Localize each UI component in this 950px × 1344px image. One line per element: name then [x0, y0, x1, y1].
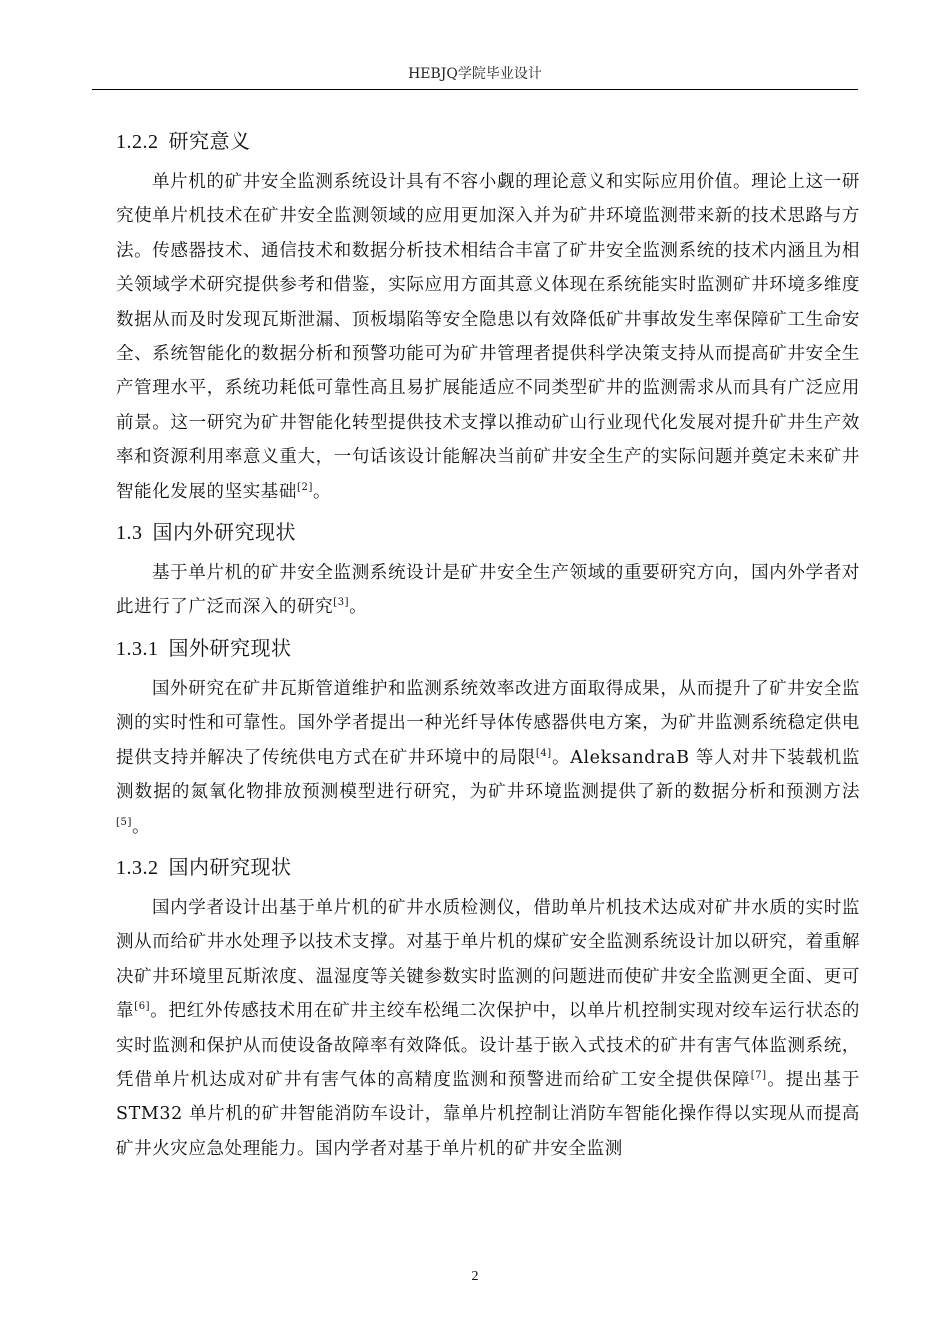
page-number: 2	[471, 1269, 479, 1284]
citation-ref: [5]	[116, 816, 132, 828]
paragraph-text: 单片机的矿井安全监测系统设计具有不容小觑的理论意义和实际应用价值。理论上这一研究使单片机技术在矿井安全监测领域的应用更加深入并为矿井环境监测带来新的技术思路与方法。传感器技术、通信技术和数据分析技术相结合丰富了矿井安全监测系统的技术内涵且为相关领域学术研究提供参考和借鉴，实际应用方面其意义体现在系统能实时监测矿井环境多维度数据从而及时发现瓦斯泄漏、顶板塌陷等安全隐患以有效降低矿井事故发生率保障矿工生命安全、系统智能化的数据分析和预警功能可为矿井管理者提供科学决策支持从而提高矿井安全生产管理水平，系统功耗低可靠性高且易扩展能适应不同类型矿井的监测需求从而具有广泛应用前景。这一研究为矿井智能化转型提供技术支撑以推动矿山行业现代化发展对提升矿井生产效率和资源利用率意义重大，一句话该设计能解决当前矿井安全生产的实际问题并奠定未来矿井智能化发展的坚实基础	[116, 172, 860, 502]
paragraph-tail: 。	[312, 481, 332, 502]
citation-ref: [3]	[333, 597, 350, 609]
document-body	[116, 124, 860, 1172]
citation-ref: [7]	[750, 1070, 767, 1082]
paragraph-text: 基于单片机的矿井安全监测系统设计是矿井安全生产领域的重要研究方向，国内外学者对此进行了广泛而深入的研究	[116, 563, 860, 618]
paragraph-text: 国内学者设计出基于单片机的矿井水质检测仪，借助单片机技术达成对矿井水质的实时监测从而给矿井水处理予以技术支撑。对基于单片机的煤矿安全监测系统设计加以研究，着重解决矿井环境里瓦斯浓度、温湿度等关键参数实时监测的问题进而使矿井安全监测更全面、更可靠	[116, 897, 860, 1022]
paragraph-tail: 。	[349, 597, 368, 618]
paragraph-research-significance	[116, 165, 860, 509]
section-title: 国外研究现状	[168, 635, 292, 660]
citation-ref: [2]	[297, 481, 313, 493]
section-number: 1.3.1	[116, 637, 159, 660]
paragraph-domestic-research	[116, 891, 860, 1166]
section-heading-1-3	[116, 515, 860, 550]
header-divider	[92, 89, 858, 90]
section-heading-1-3-2	[116, 850, 860, 885]
paragraph-tail: 。	[131, 816, 151, 837]
section-heading-1-2-2	[116, 124, 860, 159]
paragraph-foreign-research	[116, 672, 860, 844]
section-number: 1.3	[116, 522, 143, 545]
paragraph-research-status-intro	[116, 556, 860, 625]
section-title: 研究意义	[168, 129, 251, 153]
paragraph-text: 。提出基于 STM32 单片机的矿井智能消防车设计，靠单片机控制让消防车智能化操作得以实现从而提高矿井火灾应急处理能力。国内学者对基于单片机的矿井安全监测	[116, 1069, 860, 1159]
paragraph-text: 。把红外传感技术用在矿井主绞车松绳二次保护中，以单片机控制实现对绞车运行状态的实时监测和保护从而使设备故障率有效降低。设计基于嵌入式技术的矿井有害气体监测系统，凭借单片机达成对矿井有害气体的高精度监测和预警进而给矿工安全提供保障	[116, 1001, 860, 1090]
paragraph-text: 。AleksandraB 等人对井下装载机监测数据的氮氧化物排放预测模型进行研究，为矿井环境监测提供了新的数据分析和预测方法	[116, 747, 860, 803]
section-number: 1.2.2	[116, 131, 159, 153]
citation-ref: [4]	[535, 747, 552, 759]
paragraph-text: 国外研究在矿井瓦斯管道维护和监测系统效率改进方面取得成果，从而提升了矿井安全监测的实时性和可靠性。国外学者提出一种光纤导体传感器供电方案，为矿井监测系统稳定供电提供支持并解决了传统供电方式在矿井环境中的局限	[116, 678, 860, 768]
section-title: 国内研究现状	[168, 854, 292, 879]
section-number: 1.3.2	[116, 856, 159, 879]
section-heading-1-3-1	[116, 631, 860, 666]
citation-ref: [6]	[134, 1001, 151, 1013]
section-title: 国内外研究现状	[152, 520, 296, 545]
page-header: HEBJQ学院毕业设计	[408, 66, 542, 82]
